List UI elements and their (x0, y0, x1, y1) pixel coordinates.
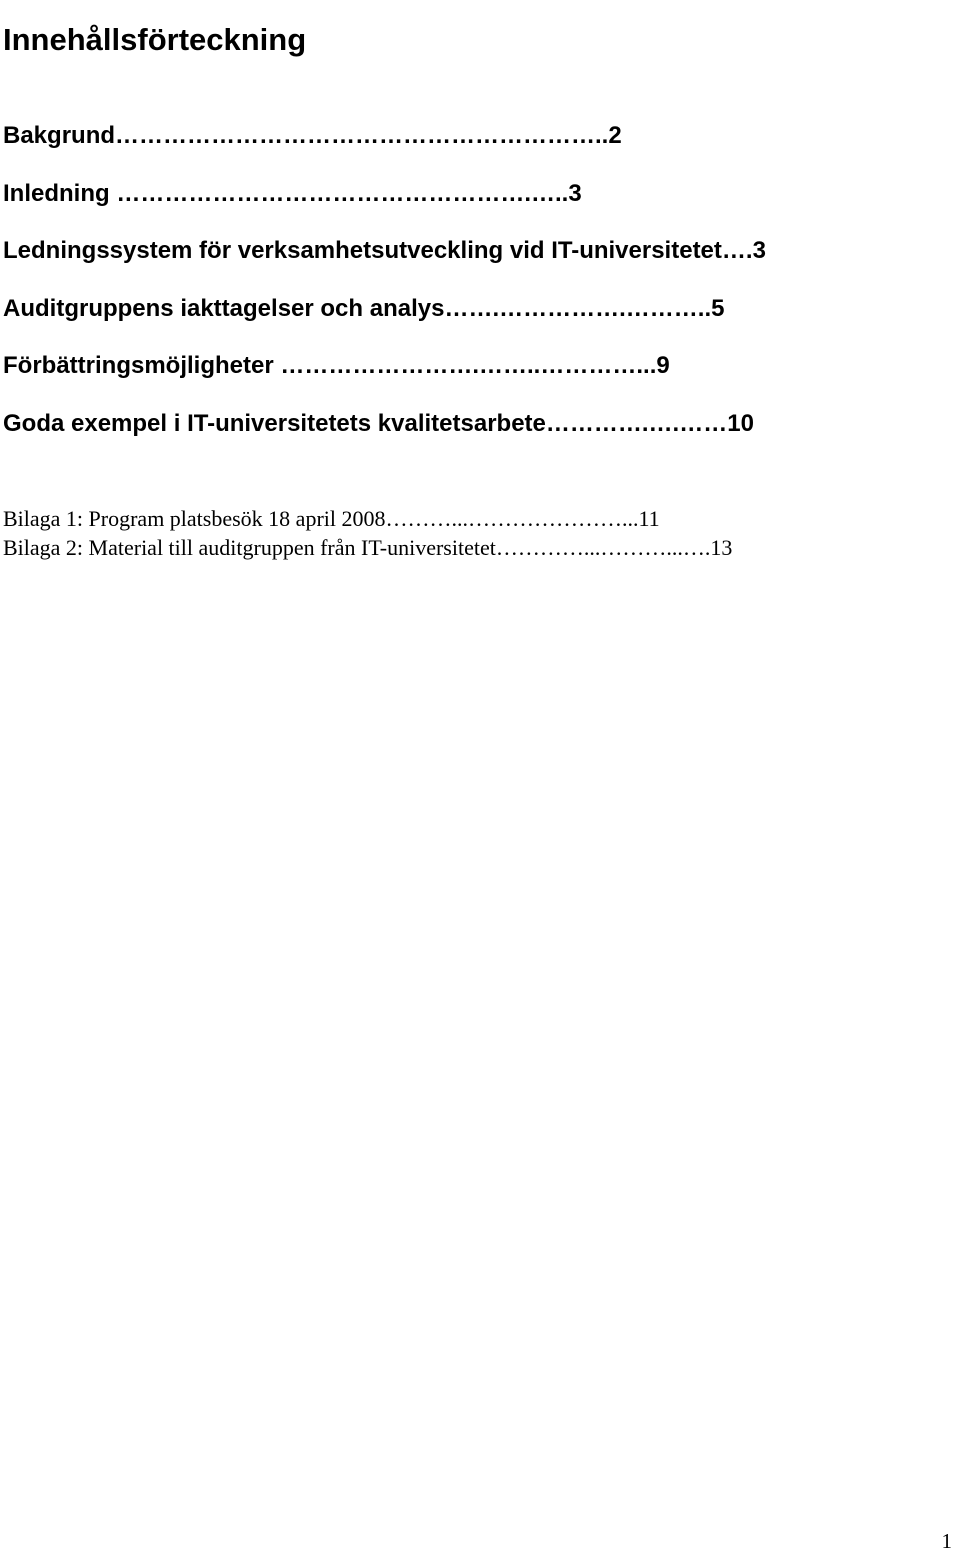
toc-entry-ledningssystem[interactable]: Ledningssystem för verksamhetsutveckling vid IT-universitetet….3 (3, 237, 766, 264)
page-number: 1 (941, 1529, 952, 1553)
toc-main-list (3, 118, 766, 463)
toc-entry-bilaga-1[interactable]: Bilaga 1: Program platsbesök 18 april 2008………...…………………...11 (3, 506, 660, 531)
toc-entry-bakgrund[interactable]: Bakgrund……………………………………………………..2 (3, 122, 622, 149)
toc-entry-bilaga-2[interactable]: Bilaga 2: Material till auditgruppen från IT-universitetet…………...………...….13 (3, 535, 733, 560)
toc-entry-inledning[interactable]: Inledning …………………………………………….…..3 (3, 179, 582, 207)
toc-entry-goda-exempel[interactable]: Goda exempel i IT-universitetets kvalitetsarbete………….….……10 (3, 409, 754, 437)
toc-appendix-list (3, 504, 732, 562)
toc-heading: Innehållsförteckning (3, 21, 307, 57)
toc-entry-forbattringsmojligheter[interactable]: Förbättringsmöjligheter …………………….……..…………...9 (3, 352, 670, 379)
toc-entry-auditgruppens-iakttagelser[interactable]: Auditgruppens iakttagelser och analys…….…………….………..5 (3, 294, 725, 322)
